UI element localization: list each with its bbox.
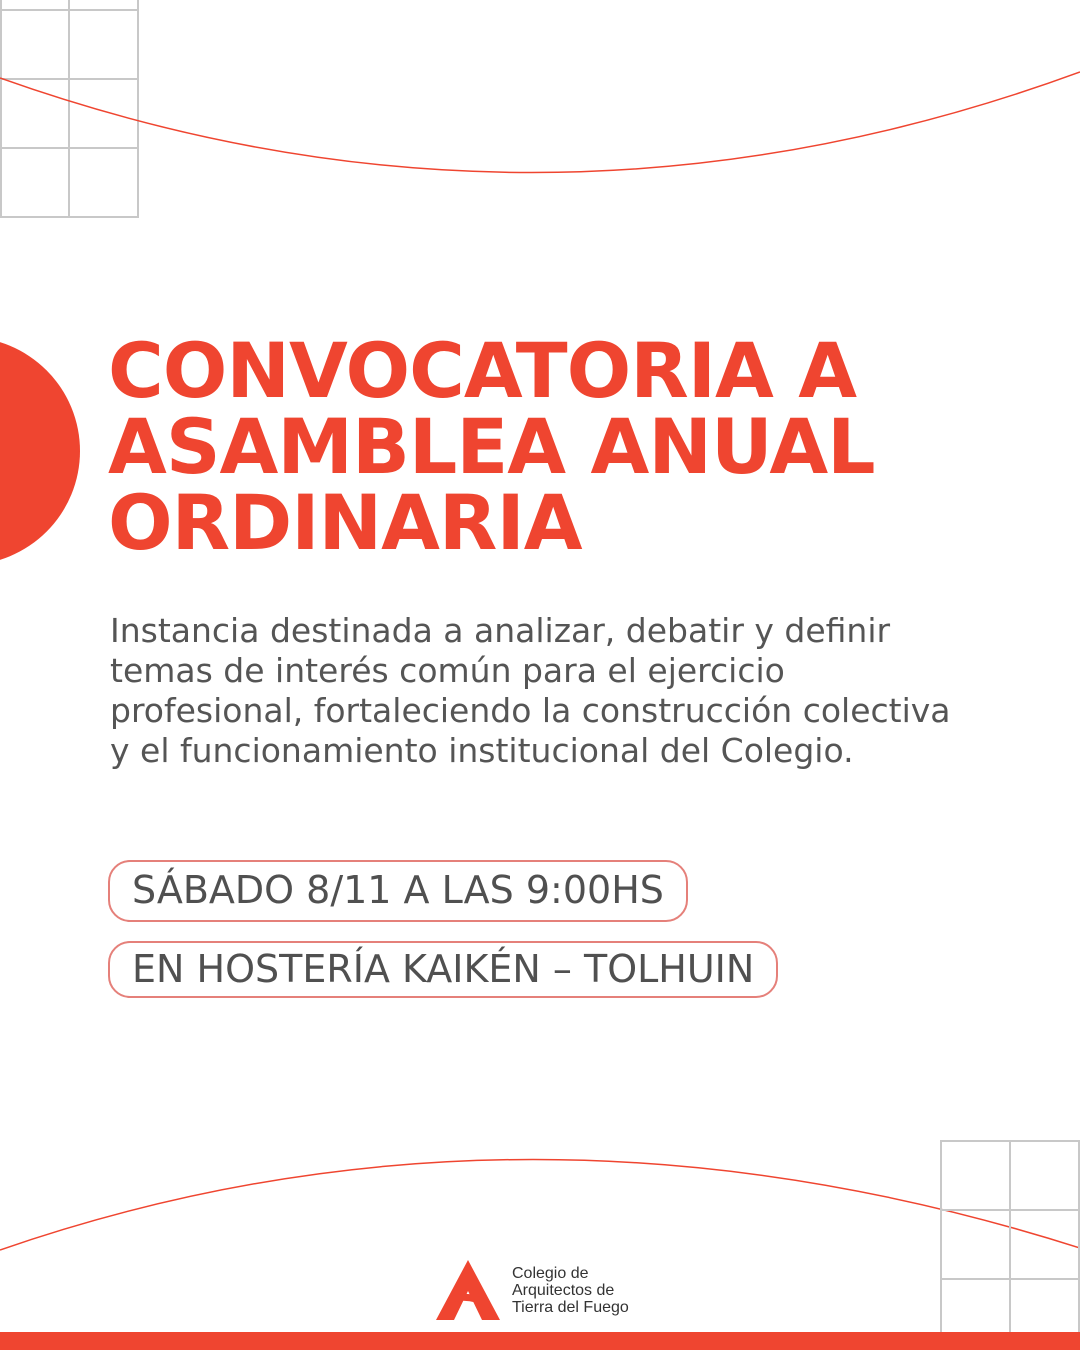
page-title [108, 326, 1038, 567]
event-date-badge: SÁBADO 8/11 A LAS 9:00HS [108, 860, 688, 922]
organization-name [512, 1265, 629, 1316]
top-curve-line [0, 0, 1080, 200]
logo-line-2: Arquitectos de [512, 1281, 615, 1299]
grid-decoration-bottom-right [940, 1140, 1080, 1335]
bottom-curve-line [0, 1140, 1080, 1270]
half-circle-accent [0, 337, 80, 565]
event-location-badge: EN HOSTERÍA KAIKÉN – TOLHUIN [108, 941, 778, 998]
logo-line-1: Colegio de [512, 1264, 589, 1282]
logo-line-3: Tierra del Fuego [512, 1298, 629, 1316]
letter-a-logo-icon [432, 1258, 504, 1322]
description-text: Instancia destinada a analizar, debatir y definir temas de interés común para el ejercicio profesional, fortaleciendo la construcción colectiva y el funcionamiento institucional del Colegio. [110, 611, 951, 770]
organization-logo [432, 1258, 629, 1322]
bottom-accent-bar [0, 1332, 1080, 1350]
title-line-1: CONVOCATORIA A [108, 326, 857, 415]
title-line-2: ASAMBLEA ANUAL [108, 402, 875, 491]
title-line-3: ORDINARIA [108, 478, 582, 567]
